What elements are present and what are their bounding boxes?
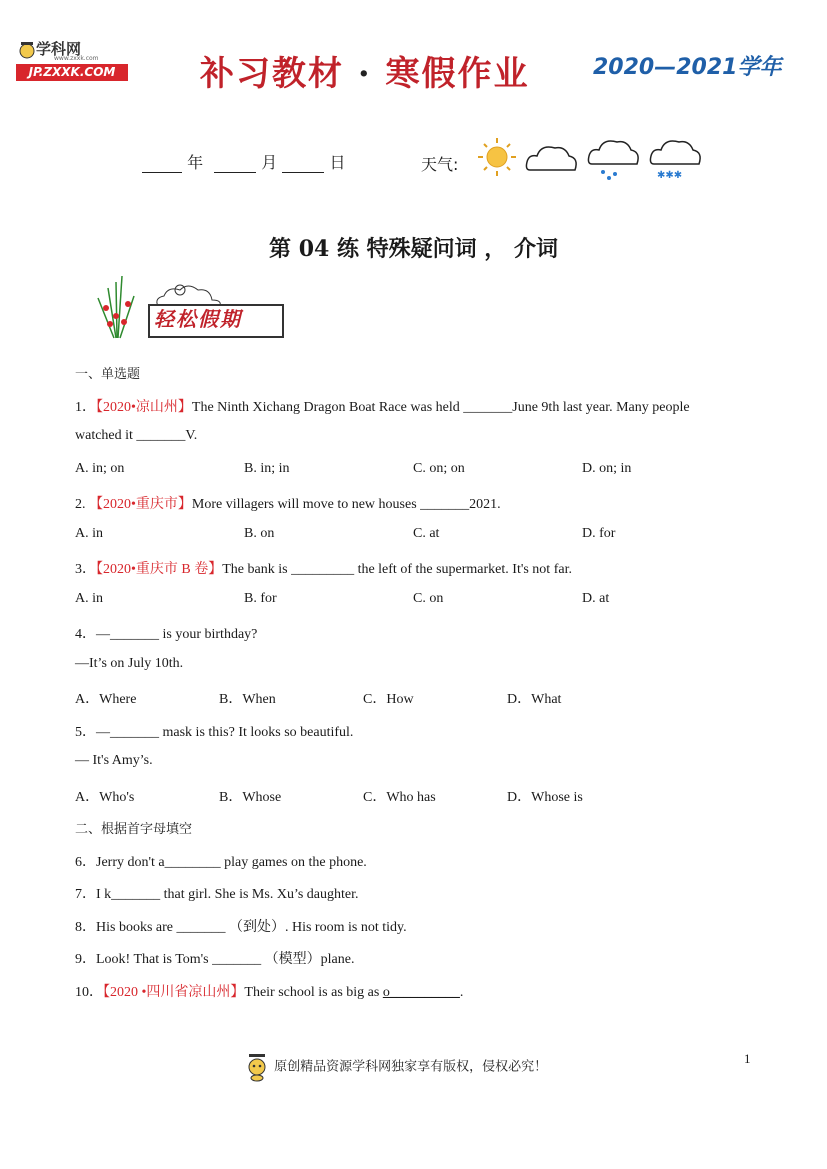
- section-badge: [88, 268, 288, 340]
- question-text: The Ninth Xichang Dragon Boat Race was held _______June 9th last year. Many people: [191, 400, 690, 415]
- question-9: 9．Look! That is Tom's _______ （模型）plane.: [75, 952, 355, 967]
- weather-icons: [475, 132, 715, 182]
- day-label: 日: [329, 153, 346, 172]
- sun-icon: [478, 138, 516, 176]
- question-6: 6．Jerry don't a________ play games on the phone.: [75, 855, 367, 870]
- option-c[interactable]: C. on; on: [413, 461, 465, 476]
- question-5-answer: — It's Amy’s.: [75, 753, 153, 768]
- lesson-heading: 第 04 练 特殊疑问词 ， 介词: [269, 236, 558, 262]
- logo-bar: JP.ZXXK.COM: [16, 64, 128, 81]
- logo-url: www.zxxk.com: [54, 55, 99, 62]
- question-4-answer: —It’s on July 10th.: [75, 656, 184, 671]
- option-b[interactable]: B．Whose: [219, 790, 282, 805]
- question-number: 10．: [75, 985, 103, 1000]
- year-blank: [142, 156, 182, 173]
- svg-text:✱✱✱: ✱✱✱: [657, 170, 683, 181]
- option-b[interactable]: B. for: [244, 591, 277, 606]
- question-8: 8．His books are _______ （到处）. His room is not tidy.: [75, 920, 407, 935]
- question-2: [75, 493, 501, 513]
- year-label: 年: [187, 153, 204, 172]
- option-a[interactable]: A. in: [75, 526, 103, 541]
- zxxk-logo: [14, 38, 132, 86]
- month-label: 月: [261, 153, 278, 172]
- cloud-icon: [526, 147, 576, 170]
- snow-icon: [650, 141, 700, 181]
- date-line: [142, 150, 346, 173]
- question-number: 1．: [75, 400, 96, 415]
- question-4: 4．—_______ is your birthday?: [75, 627, 258, 642]
- question-4-options: [75, 688, 775, 706]
- option-c[interactable]: C．Who has: [363, 790, 436, 805]
- weather-label: 天气:: [421, 155, 459, 174]
- option-d[interactable]: D. for: [582, 526, 616, 541]
- answer-blank: o__________: [382, 985, 460, 1000]
- source-tag: 【2020•重庆市 B 卷】: [96, 562, 223, 577]
- source-tag: 【2020 •四川省凉山州】: [103, 985, 245, 1000]
- option-a[interactable]: A. in: [75, 591, 103, 606]
- source-tag: 【2020•凉山州】: [96, 400, 192, 415]
- option-c[interactable]: C. on: [413, 591, 444, 606]
- question-end: .: [459, 985, 464, 1000]
- question-number: 3．: [75, 562, 96, 577]
- option-d[interactable]: D．Whose is: [507, 790, 583, 805]
- option-c[interactable]: C．How: [363, 692, 414, 707]
- page-number: 1: [744, 1051, 751, 1066]
- rain-icon: [588, 141, 638, 180]
- section-fill-blank: 二、根据首字母填空: [75, 822, 193, 837]
- month-blank: [214, 156, 256, 173]
- source-tag: 【2020•重庆市】: [89, 497, 192, 512]
- section-single-choice: 一、单选题: [75, 367, 141, 382]
- copyright-footer: [244, 1052, 547, 1082]
- option-b[interactable]: B. in; in: [244, 461, 290, 476]
- option-a[interactable]: A．Where: [75, 692, 137, 707]
- flower-plant-icon: [88, 268, 148, 340]
- question-10: [75, 981, 463, 1001]
- title-part1: 补习教材: [200, 54, 344, 94]
- question-text: Their school is as big as: [244, 985, 383, 1000]
- option-a[interactable]: A．Who's: [75, 790, 135, 805]
- option-d[interactable]: D. at: [582, 591, 610, 606]
- option-b[interactable]: B．When: [219, 692, 276, 707]
- question-2-options: [75, 526, 775, 544]
- logo-mascot-icon: [18, 40, 36, 62]
- question-1-cont: watched it _______V.: [75, 428, 198, 443]
- question-3: [75, 558, 572, 578]
- question-5-options: [75, 786, 775, 804]
- badge-label: 轻松假期: [154, 307, 242, 331]
- question-number: 2.: [75, 497, 89, 512]
- title-dot: ·: [357, 54, 372, 94]
- option-c[interactable]: C. at: [413, 526, 440, 541]
- option-b[interactable]: B. on: [244, 526, 275, 541]
- option-d[interactable]: D. on; in: [582, 461, 632, 476]
- question-5: 5．—_______ mask is this? It looks so beautiful.: [75, 725, 354, 740]
- question-1: [75, 396, 690, 416]
- question-3-options: [75, 591, 775, 609]
- school-year: 2020—2021学年: [593, 55, 782, 80]
- option-a[interactable]: A. in; on: [75, 461, 125, 476]
- option-d[interactable]: D．What: [507, 692, 562, 707]
- question-7: 7．I k_______ that girl. She is Ms. Xu’s daughter.: [75, 887, 359, 902]
- page-title: [200, 46, 530, 95]
- title-part2: 寒假作业: [385, 54, 530, 94]
- copyright-text: 原创精品资源学科网独家享有版权，侵权必究！: [274, 1059, 548, 1075]
- mascot-icon: [244, 1052, 270, 1082]
- question-text: More villagers will move to new houses _______2021.: [191, 497, 501, 512]
- question-1-options: [75, 461, 775, 479]
- question-text: The bank is _________ the left of the supermarket. It's not far.: [222, 562, 572, 577]
- logo-text: 学科网: [36, 40, 82, 58]
- day-blank: [282, 156, 324, 173]
